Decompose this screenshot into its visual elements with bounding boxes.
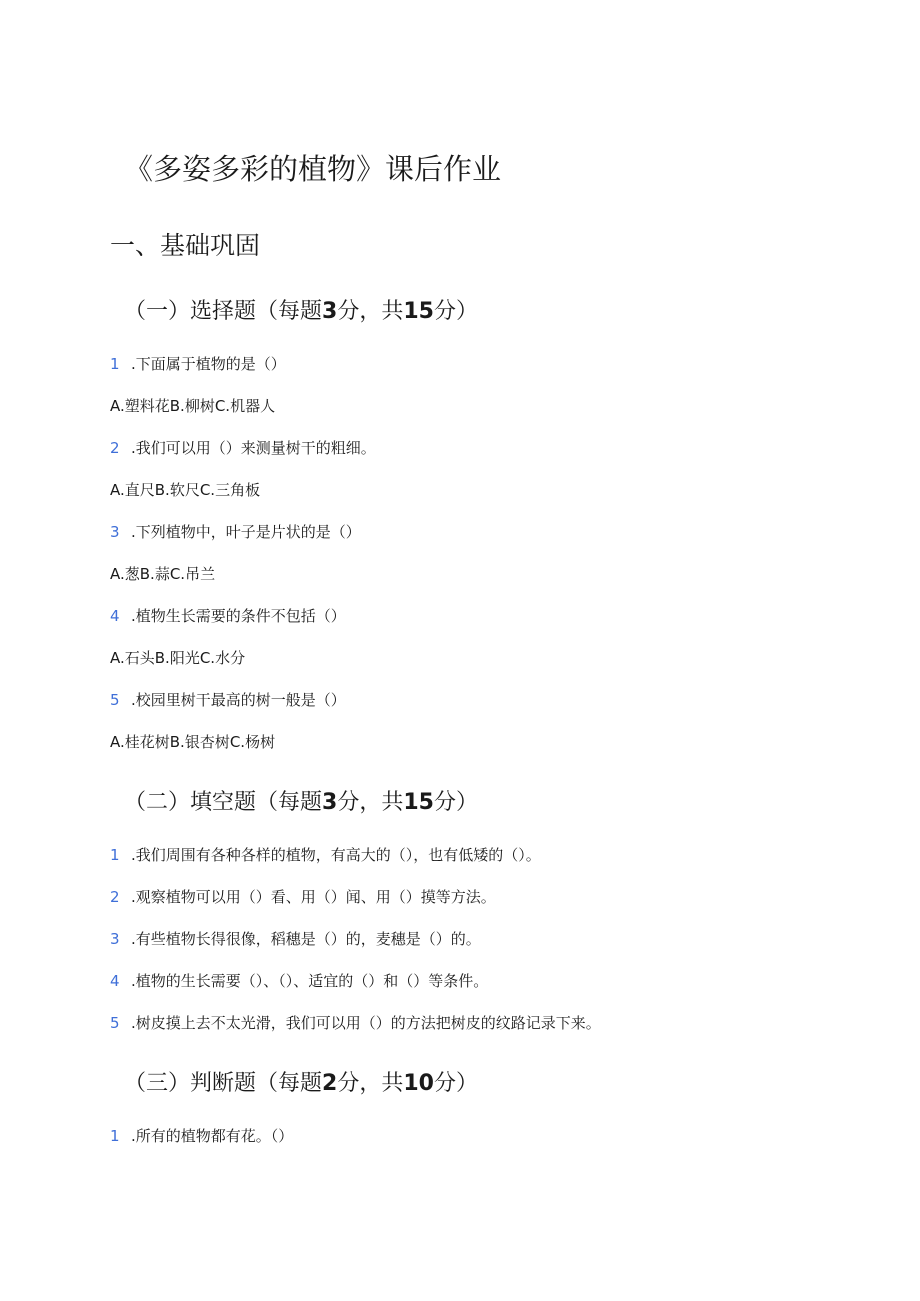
points-total: 10 (403, 1071, 434, 1096)
question-text: .观察植物可以用（）看、用（）闻、用（）摸等方法。 (131, 888, 496, 906)
section-heading-true-false (124, 1069, 478, 1099)
answer-options: A.石头B.阳光C.水分 (110, 649, 246, 667)
question-item (110, 1013, 601, 1033)
points-per-question: 2 (322, 1071, 338, 1096)
section-heading-middle: 分，共 (337, 299, 404, 324)
section-heading-prefix: （三）判断题（每题 (124, 1071, 323, 1096)
points-total: 15 (403, 299, 434, 324)
question-item (110, 1126, 293, 1146)
question-item (110, 522, 361, 542)
question-text: .我们可以用（）来测量树干的粗细。 (131, 439, 376, 457)
question-item (110, 690, 346, 710)
question-item (110, 845, 541, 865)
document-title: 《多姿多彩的植物》课后作业 (124, 152, 502, 186)
section-heading-suffix: 分） (433, 1071, 478, 1096)
answer-options: A.塑料花B.柳树C.机器人 (110, 397, 276, 415)
section-heading-fill-blank (124, 788, 478, 818)
question-number: 4 (110, 972, 120, 990)
question-text: .校园里树干最高的树一般是（） (131, 691, 346, 709)
question-number: 2 (110, 888, 120, 906)
question-item (110, 354, 286, 374)
question-number: 2 (110, 439, 120, 457)
question-number: 4 (110, 607, 120, 625)
part-heading-basic: 一、基础巩固 (110, 231, 261, 260)
section-heading-prefix: （二）填空题（每题 (124, 790, 323, 815)
question-number: 5 (110, 1014, 120, 1032)
question-number: 1 (110, 1127, 120, 1145)
section-heading-middle: 分，共 (337, 790, 404, 815)
answer-options: A.直尺B.软尺C.三角板 (110, 481, 261, 499)
question-text: .植物的生长需要（）、（）、适宜的（）和（）等条件。 (131, 972, 489, 990)
section-heading-suffix: 分） (433, 299, 478, 324)
question-number: 1 (110, 846, 120, 864)
section-heading-middle: 分，共 (337, 1071, 404, 1096)
question-number: 1 (110, 355, 120, 373)
question-item (110, 606, 346, 626)
section-heading-suffix: 分） (433, 790, 478, 815)
question-number: 3 (110, 523, 120, 541)
question-text: .树皮摸上去不太光滑，我们可以用（）的方法把树皮的纹路记录下来。 (131, 1014, 601, 1032)
question-text: .所有的植物都有花。（） (131, 1127, 294, 1145)
question-text: .下列植物中，叶子是片状的是（） (131, 523, 361, 541)
question-text: .有些植物长得很像，稻穗是（）的，麦穗是（）的。 (131, 930, 481, 948)
section-heading-choice (124, 297, 478, 327)
question-text: .植物生长需要的条件不包括（） (131, 607, 346, 625)
points-per-question: 3 (322, 299, 338, 324)
answer-options: A.葱B.蒜C.吊兰 (110, 565, 216, 583)
question-text: .我们周围有各种各样的植物，有高大的（），也有低矮的（）。 (131, 846, 541, 864)
points-total: 15 (403, 790, 434, 815)
question-number: 3 (110, 930, 120, 948)
question-number: 5 (110, 691, 120, 709)
question-item (110, 887, 496, 907)
question-item (110, 971, 488, 991)
question-text: .下面属于植物的是（） (131, 355, 286, 373)
points-per-question: 3 (322, 790, 338, 815)
section-heading-prefix: （一）选择题（每题 (124, 299, 323, 324)
question-item (110, 929, 481, 949)
answer-options: A.桂花树B.银杏树C.杨树 (110, 733, 276, 751)
question-item (110, 438, 376, 458)
